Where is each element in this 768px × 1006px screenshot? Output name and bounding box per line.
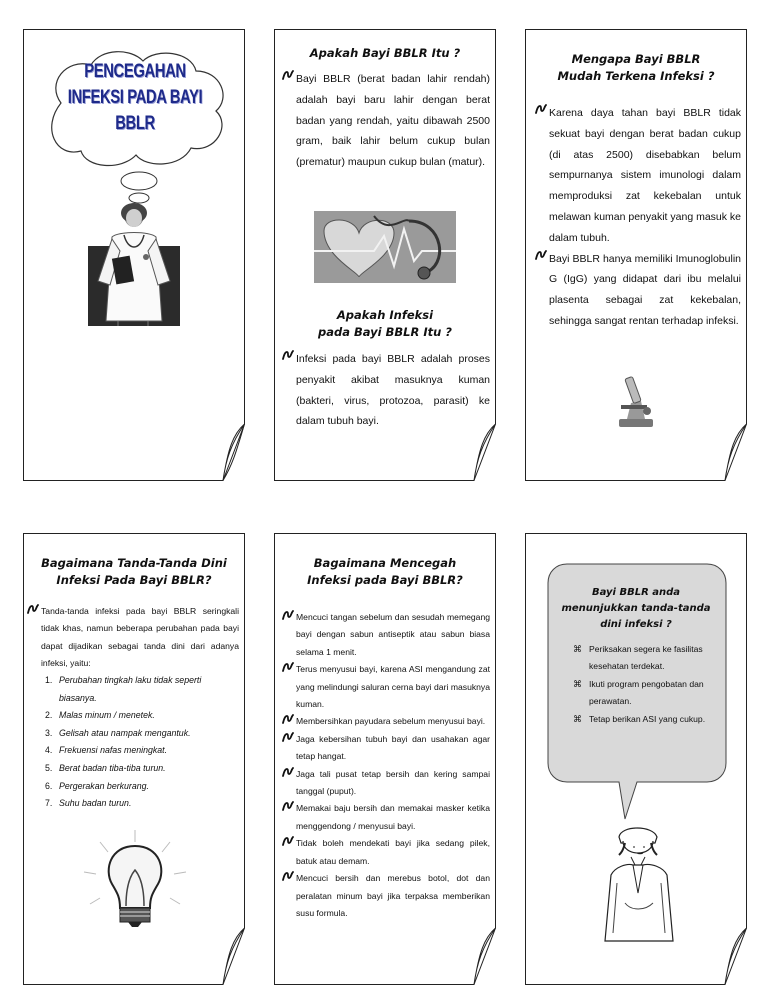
section-title xyxy=(284,45,486,62)
list-item xyxy=(45,725,239,743)
bullet-text: Memakai baju bersih dan memakai masker ketika menggendong / menyusui bayi. xyxy=(296,803,490,831)
title-line: Infeksi Pada Bayi BBLR? xyxy=(56,573,212,587)
infection-definition-list xyxy=(282,349,490,432)
list-item xyxy=(282,713,490,730)
title-line: Bayi BBLR anda xyxy=(591,587,681,598)
bubble-title xyxy=(553,585,719,633)
item-text: Suhu badan turun. xyxy=(59,798,132,809)
curl-bullet-icon xyxy=(535,250,547,260)
title-text: Apakah Bayi BBLR Itu ? xyxy=(309,46,461,60)
command-bullet-icon: ⌘ xyxy=(573,678,582,689)
bullet-text: Bayi BBLR (berat badan lahir rendah) adalah bayi baru lahir dengan berat badan yang rendah, yaitu dibawah 2500 gram, baik lahir belum cukup bulan (prematur) maupun cukup bulan (matur). xyxy=(296,73,490,169)
list-item xyxy=(282,870,490,922)
list-item xyxy=(282,835,490,870)
section-title xyxy=(535,51,737,85)
list-item xyxy=(282,349,490,432)
item-number: 3. xyxy=(45,727,53,738)
bullet-text: Mencuci tangan sebelum dan sesudah memegang bayi dengan sabun antiseptik atau sabun biasa selama 1 menit. xyxy=(296,612,490,657)
list-item xyxy=(282,731,490,766)
bullet-text: Bayi BBLR hanya memiliki Imunoglobulin G (IgG) yang didapat dari ibu melalui plasenta sebagai zat kekebalan, sehingga sangat rentan terhadap infeksi. xyxy=(549,252,741,327)
curl-bullet-icon xyxy=(282,767,294,777)
item-number: 4. xyxy=(45,745,53,756)
action-list xyxy=(571,641,715,728)
curl-bullet-icon xyxy=(282,836,294,846)
panel-action xyxy=(525,533,747,985)
list-item xyxy=(45,778,239,796)
bullet-text: Jaga kebersihan tubuh bayi dan usahakan agar tetap hangat. xyxy=(296,733,490,762)
item-text: Berat badan tiba-tiba turun. xyxy=(59,762,166,773)
list-item xyxy=(45,742,239,760)
prevention-list xyxy=(282,609,490,922)
item-number: 7. xyxy=(45,798,53,809)
section-title xyxy=(33,555,235,589)
bullet-text: Mencuci bersih dan merebus botol, dot dan peralatan minum bayi jika terpaksa memberikan susu formula. xyxy=(296,873,490,918)
curl-bullet-icon xyxy=(282,732,294,742)
curl-bullet-icon xyxy=(282,610,294,620)
item-text: Frekuensi nafas meningkat. xyxy=(59,745,168,756)
bullet-text: Tetap berikan ASI yang cukup. xyxy=(589,713,706,724)
bullet-text: Tanda-tanda infeksi pada bayi BBLR seringkali tidak khas, namun beberapa perubahan pada bayi dapat dijadikan sebagai tanda dini dari adanya infeksi, yaitu: xyxy=(41,606,239,669)
intro-list xyxy=(27,603,239,673)
panel-cover xyxy=(23,29,245,481)
curl-bullet-icon xyxy=(282,350,294,360)
doctor-illustration-icon xyxy=(88,201,180,326)
definition-list xyxy=(282,69,490,173)
panel-why-susceptible xyxy=(525,29,747,481)
bullet-text: Ikuti program pengobatan dan perawatan. xyxy=(589,678,704,707)
lightbulb-icon xyxy=(80,828,190,928)
bullet-text: Tidak boleh mendekati bayi jika sedang pilek, batuk atau demam. xyxy=(296,838,490,866)
title-line: Mudah Terkena Infeksi ? xyxy=(557,69,715,83)
item-text: Malas minum / menetek. xyxy=(59,710,155,721)
command-bullet-icon: ⌘ xyxy=(573,644,582,654)
list-item xyxy=(571,676,715,711)
item-number: 2. xyxy=(45,710,53,721)
nurse-illustration-icon xyxy=(597,823,679,943)
curl-bullet-icon xyxy=(27,604,39,614)
signs-numbered-list xyxy=(45,672,239,813)
item-text: Perubahan tingkah laku tidak seperti biasanya. xyxy=(59,675,202,703)
item-number: 1. xyxy=(45,675,53,685)
list-item xyxy=(45,795,239,813)
bullet-text: Membersihkan payudara sebelum menyusui bayi. xyxy=(296,716,486,727)
section-title-2 xyxy=(284,307,486,341)
list-item xyxy=(571,711,715,728)
panel-early-signs xyxy=(23,533,245,985)
cover-banner-text: PENCEGAHAN INFEKSI PADA BAYI BBLR xyxy=(67,61,203,134)
title-line: pada Bayi BBLR Itu ? xyxy=(318,325,452,339)
title-line: Mengapa Bayi BBLR xyxy=(571,52,701,66)
curl-bullet-icon xyxy=(282,871,294,881)
list-item xyxy=(282,609,490,661)
title-line: menunjukkan tanda-tanda xyxy=(561,603,711,614)
list-item xyxy=(535,249,741,332)
list-item xyxy=(535,103,741,249)
list-item xyxy=(282,800,490,835)
microscope-icon xyxy=(613,373,659,429)
list-item xyxy=(45,760,239,778)
list-item xyxy=(27,603,239,673)
item-text: Gelisah atau nampak mengantuk. xyxy=(59,727,191,738)
item-number: 6. xyxy=(45,780,53,791)
bullet-text: Jaga tali pusat tetap bersih dan kering sampai tanggal (puput). xyxy=(296,768,490,797)
bullet-text: Infeksi pada bayi BBLR adalah proses penyakit akibat masuknya kuman (bakteri, virus, protozoa, parasit) ke dalam tubuh bayi. xyxy=(296,353,490,428)
panel-what-is-bblr xyxy=(274,29,496,481)
cover-banner-title xyxy=(65,59,205,137)
item-text: Pergerakan berkurang. xyxy=(59,780,149,791)
curl-bullet-icon xyxy=(282,70,294,80)
bullet-text: Periksakan segera ke fasilitas kesehatan terdekat. xyxy=(589,644,703,672)
title-line: Bagaimana Mencegah xyxy=(313,556,457,570)
curl-bullet-icon xyxy=(282,714,294,724)
title-line: Apakah Infeksi xyxy=(336,308,434,322)
bullet-text: Karena daya tahan bayi BBLR tidak sekuat bayi dengan berat badan cukup (di atas 2500) disebabkan belum sempurnanya sistem imunologi dalam memproduksi zat kekebalan untuk melawan kuman penyakit yang masuk ke dalam tubuh. xyxy=(549,107,742,244)
curl-bullet-icon xyxy=(535,104,547,114)
list-item xyxy=(571,641,715,676)
list-item xyxy=(45,707,239,725)
title-line: Infeksi pada Bayi BBLR? xyxy=(307,573,463,587)
list-item xyxy=(282,766,490,801)
title-line: Bagaimana Tanda-Tanda Dini xyxy=(41,556,227,570)
section-title xyxy=(284,555,486,589)
curl-bullet-icon xyxy=(282,801,294,811)
list-item xyxy=(45,672,239,707)
curl-bullet-icon xyxy=(282,662,294,672)
title-line: dini infeksi ? xyxy=(600,619,672,630)
item-number: 5. xyxy=(45,762,53,773)
reasons-list xyxy=(535,103,741,332)
bullet-text: Terus menyusui bayi, karena ASI mengandung zat yang melindungi saluran cerna bayi dari masuknya kuman. xyxy=(296,664,490,710)
stethoscope-heart-image-icon xyxy=(314,211,456,283)
panel-prevention xyxy=(274,533,496,985)
list-item xyxy=(282,661,490,713)
command-bullet-icon: ⌘ xyxy=(573,713,582,724)
list-item xyxy=(282,69,490,173)
